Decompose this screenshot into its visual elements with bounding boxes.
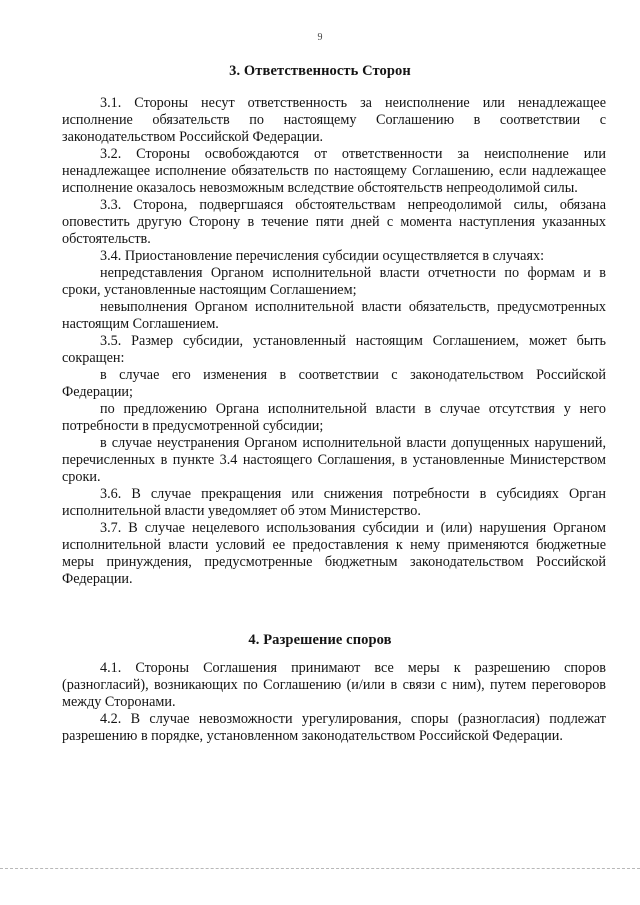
section-4-body	[62, 660, 606, 745]
clause-3-4-item-1: непредставления Органом исполнительной власти отчетности по формам и в сроки, установленные настоящим Соглашением;	[62, 265, 606, 298]
section-3-title: 3. Ответственность Сторон	[229, 63, 411, 79]
scan-edge-divider	[0, 868, 640, 869]
clause-4-1: 4.1. Стороны Соглашения принимают все меры к разрешению споров (разногласий), возникающих по Соглашению (и/или в связи с ним), путем переговоров между Сторонами.	[62, 660, 606, 710]
clause-3-5-item-1: в случае его изменения в соответствии с законодательством Российской Федерации;	[62, 367, 606, 400]
clause-3-4-item-2: невыполнения Органом исполнительной власти обязательств, предусмотренных настоящим Соглашением.	[62, 299, 606, 332]
clause-3-4: 3.4. Приостановление перечисления субсидии осуществляется в случаях:	[100, 248, 545, 264]
clause-3-6: 3.6. В случае прекращения или снижения потребности в субсидиях Орган исполнительной власти уведомляет об этом Министерство.	[62, 486, 606, 519]
clause-3-7: 3.7. В случае нецелевого использования субсидии и (или) нарушения Органом исполнительной власти условий ее предоставления к нему применяются бюджетные меры принуждения, предусмотренные бюджетным законодательством Российской Федерации.	[62, 520, 606, 587]
page-number: 9	[317, 32, 323, 43]
clause-3-5: 3.5. Размер субсидии, установленный настоящим Соглашением, может быть сокращен:	[62, 333, 606, 366]
clause-3-5-item-3: в случае неустранения Органом исполнительной власти допущенных нарушений, перечисленных в пункте 3.4 настоящего Соглашения, в установленные Министерством сроки.	[62, 435, 606, 485]
clause-3-3: 3.3. Сторона, подвергшаяся обстоятельствам непреодолимой силы, обязана оповестить другую Сторону в течение пяти дней с момента наступления указанных обстоятельств.	[62, 197, 606, 247]
clause-3-5-item-2: по предложению Органа исполнительной власти в случае отсутствия у него потребности в предусмотренной субсидии;	[62, 401, 606, 434]
section-3-body	[62, 95, 606, 588]
clause-4-2: 4.2. В случае невозможности урегулирования, споры (разногласия) подлежат разрешению в порядке, установленном законодательством Российской Федерации.	[62, 711, 606, 744]
clause-3-1: 3.1. Стороны несут ответственность за неисполнение или ненадлежащее исполнение обязательств по настоящему Соглашению в соответствии с законодательством Российской Федерации.	[62, 95, 606, 145]
clause-3-2: 3.2. Стороны освобождаются от ответственности за неисполнение или ненадлежащее исполнение обязательств по настоящему Соглашению, если надлежащее исполнение оказалось невозможным вследствие обстоятельств непреодолимой силы.	[62, 146, 606, 196]
section-4-title: 4. Разрешение споров	[248, 632, 392, 648]
